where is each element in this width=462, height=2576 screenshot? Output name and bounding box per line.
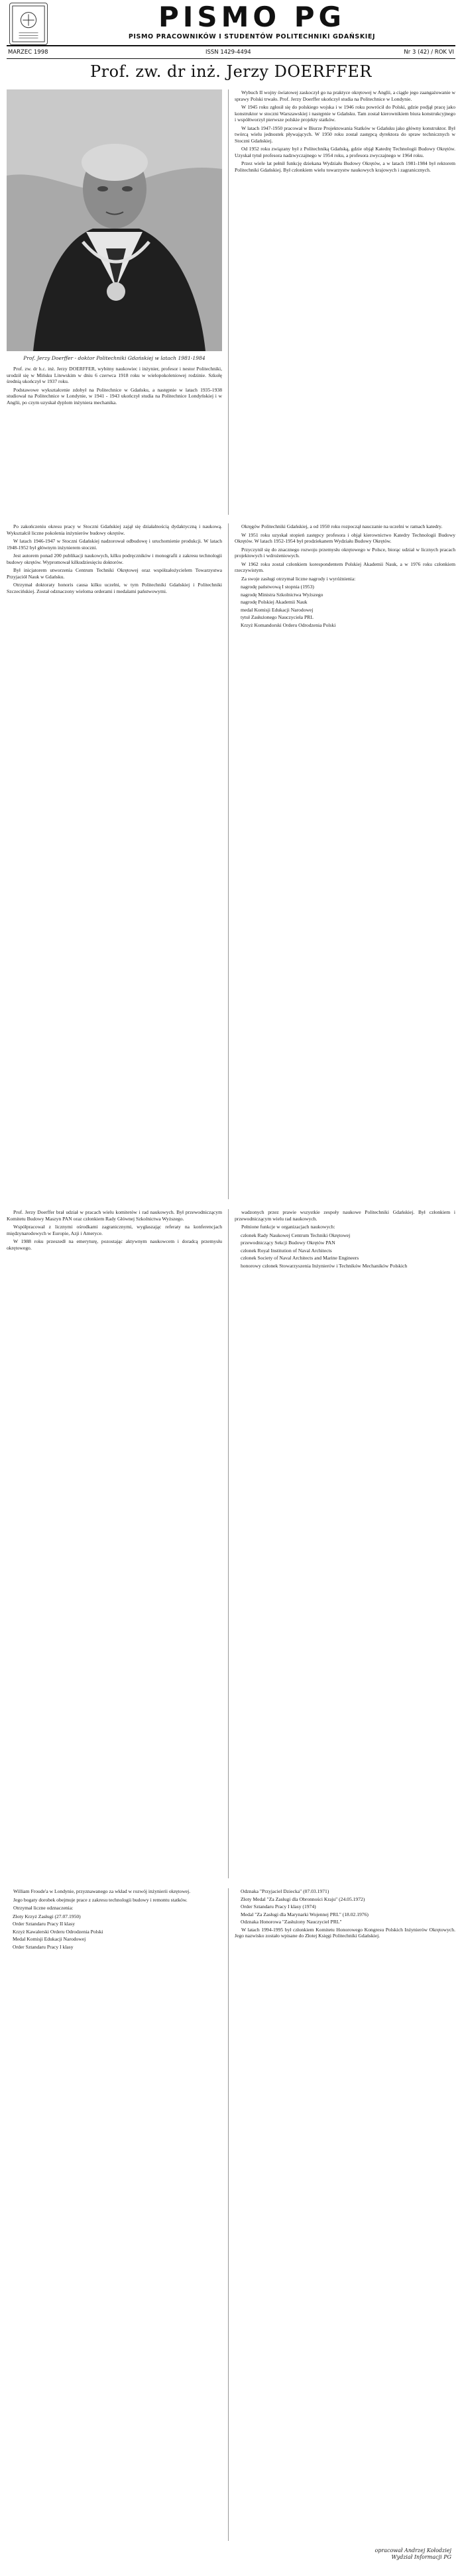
article-paragraph: Był inicjatorem utworzenia Centrum Techniki Okrętowej oraz współzałożycielem Towarzystwa Przyjaciół Nauk w Gdańsku. (7, 567, 222, 580)
article-col2-mid (235, 523, 455, 1199)
article-paragraph: Po zakończeniu okresu pracy w Stoczni Gdańskiej zajął się działalnością dydaktyczną i naukową. Wykształcił liczne pokolenia inżynierów budowy okrętów. (7, 523, 222, 536)
signature-author: opracował Andrzej Kołodziej (375, 2548, 451, 2553)
article-paragraph: W 1988 roku przeszedł na emeryturę, pozostając aktywnym naukowcem i doradcą przemysłu okrętowego. (7, 1238, 222, 1251)
article-paragraph: Jego bogaty dorobek obejmuje prace z zakresu technologii budowy i remontu statków. (13, 1896, 188, 1903)
university-seal-logo (9, 3, 48, 45)
column-divider (228, 1888, 229, 2541)
seal-icon (10, 3, 47, 44)
article-paragraph: Od 1952 roku związany był z Politechniką Gdańską, gdzie objął Katedrę Technologii Budowy Okrętów. Uzyskał tytuł profesora nadzwyczajnego w 1954 roku, a profesora zwyczajnego w 1964 roku. (235, 146, 455, 158)
article-paragraph: Współpracował z licznymi ośrodkami zagranicznymi, wygłaszając referaty na konferencjach międzynarodowych w Europie, Azji i Ameryce. (7, 1224, 222, 1236)
article-paragraph: Otrzymał doktoraty honoris causa kilku uczelni, w tym Politechniki Gdańskiej i Politechniki Szczecińskiej. Został odznaczony wieloma orderami i medalami państwowymi. (7, 582, 222, 594)
article-headline: Prof. zw. dr inż. Jerzy DOERFFER (90, 62, 372, 81)
bullet-list-item: • Krzyż Komandorski Orderu Odrodzenia Polski (241, 622, 455, 629)
bullet-list-item: • nagrodę państwową I stopnia (1953) (241, 584, 455, 590)
bullet-list-item: • tytuł Zasłużonego Nauczyciela PRL (241, 614, 455, 621)
article-col1-end (7, 1888, 222, 2541)
bullet-list-item: • członek Royal Institution of Naval Architects (241, 1248, 455, 1254)
article-paragraph: Pełnione funkcje w organizacjach naukowych: (241, 1224, 335, 1230)
article-col1-bottom (7, 1209, 222, 1878)
bullet-list-item: • Order Sztandaru Pracy I klasy (13, 1944, 222, 1951)
issue-info-bar (7, 48, 455, 58)
bullet-list-item: • Order Sztandaru Pracy I klasy (1974) (241, 1904, 455, 1910)
bullet-list (235, 584, 455, 628)
bullet-list-item: • medal Komisji Edukacji Narodowej (241, 607, 455, 614)
bullet-list-item: • Krzyż Kawalerski Orderu Odrodzenia Polski (13, 1929, 222, 1935)
article-paragraph: William Froude'a w Londynie, przyznawanego za wkład w rozwój inżynierii okrętowej. (13, 1888, 191, 1894)
bullet-list-item: • przewodniczący Sekcji Budowy Okrętów PAN (241, 1240, 455, 1246)
issue-date: MARZEC 1998 (8, 49, 48, 56)
publication-title: PISMO PG (158, 1, 346, 33)
masthead-rule (7, 45, 455, 46)
article-paragraph: Otrzymał liczne odznaczenia: (13, 1905, 74, 1911)
issue-issn: ISSN 1429-4494 (205, 49, 251, 56)
article-paragraph: Podstawowe wykształcenie zdobył na Politechnice w Gdańsku, a następnie w latach 1935-1938 studiował na Politechnice w Londynie, w 1941 - 1943 ukończył studia na Politechnice Londyńskiej i w Anglii, po czym uzyskał dyplom inżyniera mechanika. (7, 386, 222, 405)
bullet-list-item: • nagrodę Ministra Szkolnictwa Wyższego (241, 592, 455, 598)
article-paragraph: Przyczynił się do znacznego rozwoju przemysłu okrętowego w Polsce, biorąc udział w licznych pracach projektowych i wdrożeniowych. (235, 546, 455, 559)
article-paragraph: W latach 1994-1995 był członkiem Komitetu Honorowego Kongresu Polskich Inżynierów Okrętowych. Jego nazwisko zostało wpisane do Złotej Księgi Politechniki Gdańskiej. (235, 1926, 455, 1939)
article-paragraph: W latach 1947-1950 pracował w Biurze Projektowania Statków w Gdańsku jako główny konstruktor. Był twórcą wielu jednostek pływających. W 1950 roku został zastępcą dyrektora do spraw technicznych w Stoczni Gdańskiej. (235, 125, 455, 144)
issue-number: Nr 3 (42) / ROK VI (404, 49, 454, 56)
column-divider (228, 1209, 229, 1878)
column-divider (228, 523, 229, 1199)
bullet-list-item: • nagrodę Polskiej Akademii Nauk (241, 599, 455, 606)
article-col2-bottom (235, 1209, 455, 1878)
article-col1-mid (7, 523, 222, 1199)
article-paragraph: Za swoje zasługi otrzymał liczne nagrody i wyróżnienia: (241, 575, 356, 582)
bullet-list-item: • Odznaka "Przyjaciel Dziecka" (07.03.1971) (241, 1888, 455, 1895)
photo-caption: Prof. Jerzy Doerffer - doktor Politechniki Gdańskiej w latach 1981-1984 (23, 355, 205, 361)
bullet-list-item: • członek Society of Naval Architects and Marine Engineers (241, 1255, 455, 1261)
issue-rule (7, 58, 455, 59)
bullet-list-item: • Order Sztandaru Pracy II klasy (13, 1921, 222, 1927)
article-signature (375, 2548, 451, 2561)
article-paragraph: wadzonych przez prawie wszystkie zespoły naukowe Politechniki Gdańskiej. Był członkiem i przewodniczącym wielu rad naukowych. (235, 1209, 455, 1222)
article-col1-top (7, 366, 222, 515)
bullet-list-item: • Medal "Za Zasługi dla Marynarki Wojennej PRL" (18.02.1976) (241, 1911, 455, 1918)
signature-office: Wydział Informacji PG (391, 2554, 451, 2560)
bullet-list-item: • członek Rady Naukowej Centrum Techniki Okrętowej (241, 1232, 455, 1239)
publication-subtitle: PISMO PRACOWNIKÓW I STUDENTÓW POLITECHNIKI GDAŃSKIEJ (128, 33, 376, 40)
article-paragraph: W latach 1946-1947 w Stoczni Gdańskiej nadzorował odbudowę i uruchomienie produkcji. W latach 1948-1952 był głównym inżynierem stoczni. (7, 538, 222, 551)
bullet-list-item: • Medal Komisji Edukacji Narodowej (13, 1936, 222, 1943)
bullet-list-item: • honorowy członek Stowarzyszenia Inżynierów i Techników Mechaników Polskich (241, 1263, 455, 1269)
bullet-list (235, 1888, 455, 1925)
article-paragraph: Prof. Jerzy Doerffer brał udział w pracach wielu komitetów i rad naukowych. Był przewodniczącym Komitetu Budowy Maszyn PAN oraz członkiem Rady Głównej Szkolnictwa Wyższego. (7, 1209, 222, 1222)
bullet-list (7, 1913, 222, 1951)
portrait-photo (7, 89, 222, 351)
article-col2-end (235, 1888, 455, 2541)
article-paragraph: Przez wiele lat pełnił funkcję dziekana Wydziału Budowy Okrętów, a w latach 1981-1984 był rektorem Politechniki Gdańskiej. Był członkiem wielu towarzystw naukowych krajowych i zagranicznych. (235, 160, 455, 173)
article-paragraph: W 1962 roku został członkiem korespondentem Polskiej Akademii Nauk, a w 1976 roku członkiem rzeczywistym. (235, 561, 455, 573)
article-paragraph: Prof. zw. dr h.c. inż. Jerzy DOERFFER, wybitny naukowiec i inżynier, profesor i nestor Politechniki, urodził się w Mińsku Litewskim w dniu 6 czerwca 1918 roku w wielopokoleniowej rodzinie. Szkołę średnią ukończył w 1937 roku. (7, 366, 222, 384)
bullet-list-item: • Złoty Krzyż Zasługi (27.07.1950) (13, 1913, 222, 1920)
article-paragraph: Okręgów Politechniki Gdańskiej, a od 1950 roku rozpoczął nauczanie na uczelni w ramach katedry. (241, 523, 443, 529)
article-paragraph: W 1951 roku uzyskał stopień zastępcy profesora i objął kierownictwo Katedry Technologii Budowy Okrętów. W latach 1952-1954 był prodziekanem Wydziału Budowy Okrętów. (235, 531, 455, 544)
bullet-list (235, 1232, 455, 1269)
portrait-image (7, 89, 222, 351)
article-col2-top (235, 89, 455, 515)
column-divider (228, 89, 229, 515)
article-paragraph: Jest autorem ponad 200 publikacji naukowych, kilku podręczników i monografii z zakresu technologii budowy okrętów. Wypromował kilkudziesięciu doktorów. (7, 553, 222, 565)
article-paragraph: Wybuch II wojny światowej zaskoczył go na praktyce okrętowej w Anglii, a ciągle jego zaangażowanie w sprawy Polski trwało. Prof. Jerzy Doerffer ukończył studia na Politechnice w Londynie. (235, 89, 455, 102)
bullet-list-item: • Złoty Medal "Za Zasługi dla Obronności Kraju" (24.05.1972) (241, 1896, 455, 1903)
article-paragraph: W 1945 roku zgłosił się do polskiego wojska i w 1946 roku powrócił do Polski, gdzie podjął pracę jako konstruktor w stoczni Warszawskiej i następnie w Gdańsku. Tam został kierownikiem biura konstrukcyjnego i współtworzył pierwsze polskie projekty statków. (235, 104, 455, 123)
bullet-list-item: • Odznaka Honorowa "Zasłużony Nauczyciel PRL" (241, 1919, 455, 1925)
masthead (53, 0, 451, 40)
